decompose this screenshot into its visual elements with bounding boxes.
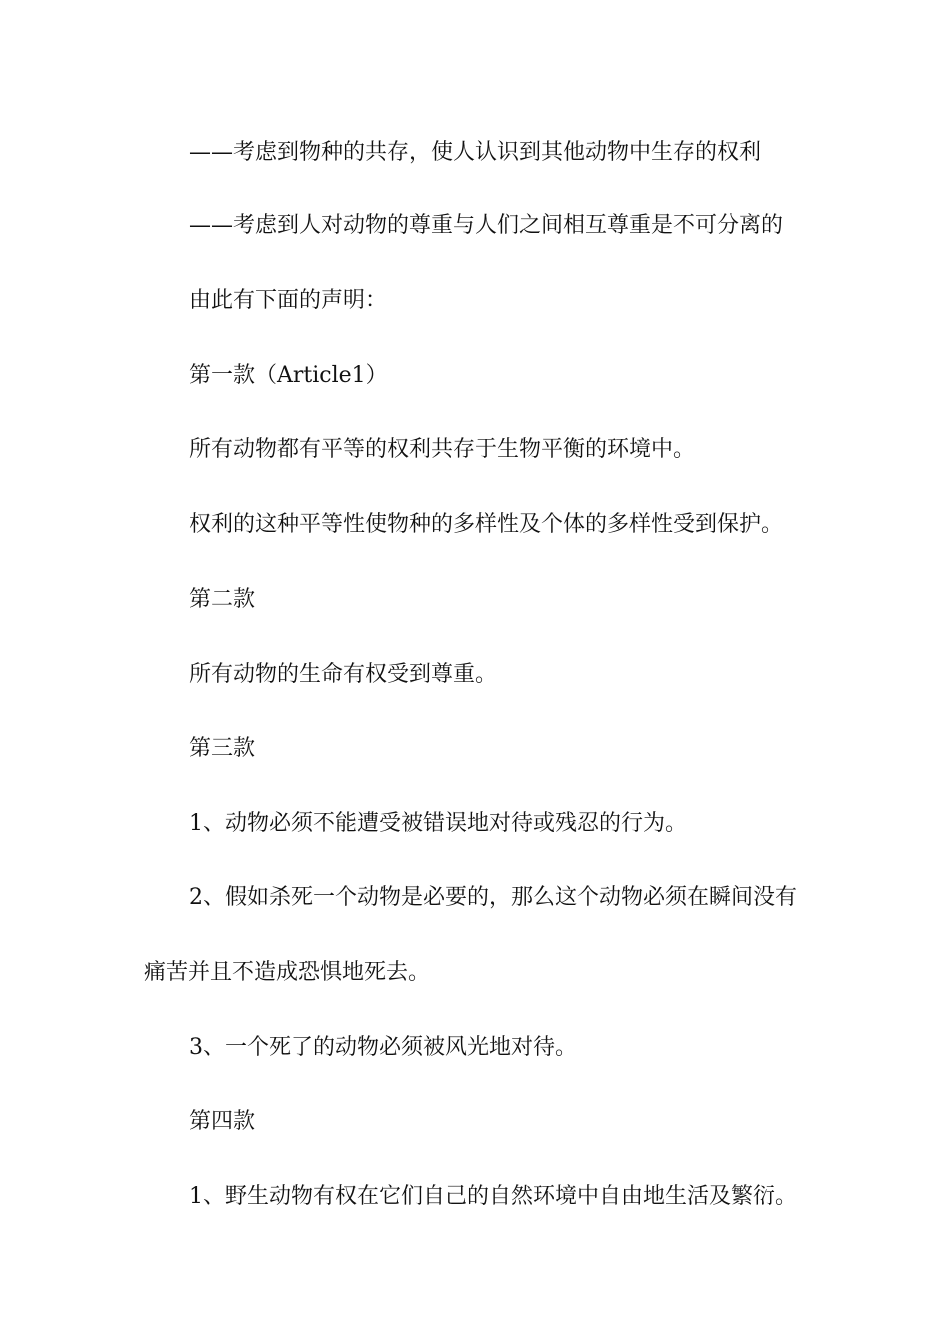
article-4-item-1: 1、野生动物有权在它们自己的自然环境中自由地生活及繁衍。 xyxy=(189,1184,797,1209)
paragraph-coexistence: ——考虑到物种的共存，使人认识到其他动物中生存的权利 xyxy=(189,140,762,165)
article-2-heading: 第二款 xyxy=(189,587,256,612)
article-4-heading: 第四款 xyxy=(189,1109,256,1134)
article-1-heading: 第一款（Article1） xyxy=(189,363,388,388)
article-3-item-2: 2、假如杀死一个动物是必要的，那么这个动物必须在瞬间没有 xyxy=(189,885,797,910)
article-3-item-2-continued: 痛苦并且不造成恐惧地死去。 xyxy=(144,960,431,985)
article-2-paragraph: 所有动物的生命有权受到尊重。 xyxy=(189,662,498,687)
paragraph-declaration-intro: 由此有下面的声明： xyxy=(189,288,388,313)
article-1-paragraph-2: 权利的这种平等性使物种的多样性及个体的多样性受到保护。 xyxy=(189,512,784,537)
paragraph-mutual-respect: ——考虑到人对动物的尊重与人们之间相互尊重是不可分离的 xyxy=(189,213,784,238)
article-3-item-1: 1、动物必须不能遭受被错误地对待或残忍的行为。 xyxy=(189,811,687,836)
article-3-heading: 第三款 xyxy=(189,736,256,761)
article-3-item-3: 3、一个死了的动物必须被风光地对待。 xyxy=(189,1035,577,1060)
article-1-paragraph-1: 所有动物都有平等的权利共存于生物平衡的环境中。 xyxy=(189,437,696,462)
